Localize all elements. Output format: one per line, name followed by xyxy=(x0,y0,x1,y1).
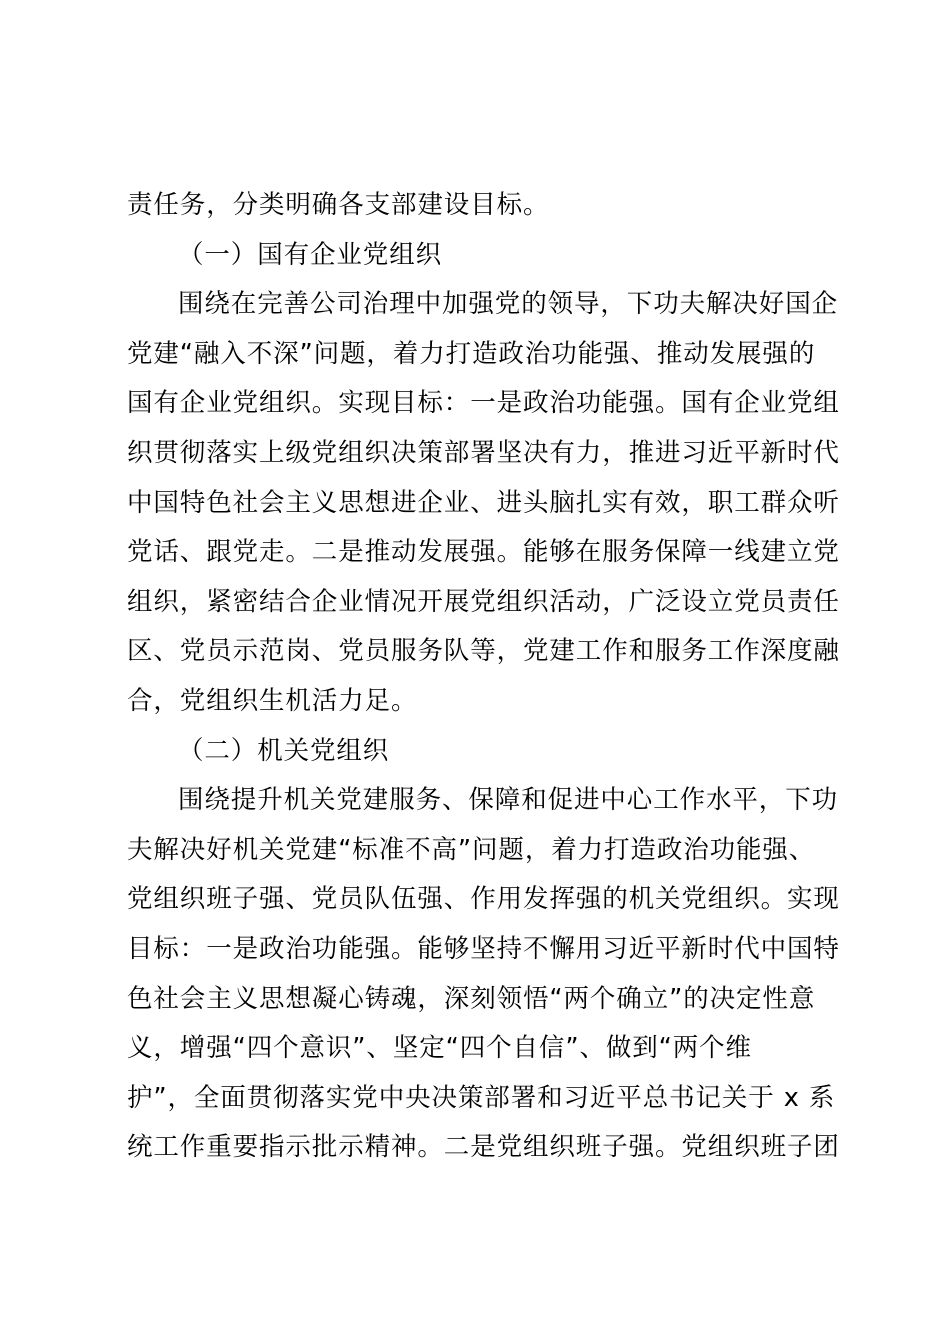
paragraph-line: 组织，紧密结合企业情况开展党组织活动，广泛设立党员责任 xyxy=(127,586,840,617)
paragraph-line: 党建“融入不深”问题，着力打造政治功能强、推动发展强的 xyxy=(127,338,816,369)
paragraph-line: 党话、跟党走。二是推动发展强。能够在服务保障一线建立党 xyxy=(127,537,840,568)
paragraph-line: 区、党员示范岗、党员服务队等，党建工作和服务工作深度融 xyxy=(127,636,840,667)
paragraph-line: 责任务，分类明确各支部建设目标。 xyxy=(127,190,550,220)
paragraph-line: 织贯彻落实上级党组织决策部署坚决有力，推进习近平新时代 xyxy=(127,437,840,468)
paragraph-line: 党组织班子强、党员队伍强、作用发挥强的机关党组织。实现 xyxy=(127,884,840,915)
document-body xyxy=(127,181,840,1173)
paragraph-line: 统工作重要指示批示精神。二是党组织班子强。党组织班子团 xyxy=(127,1132,840,1163)
paragraph-line: 围绕在完善公司治理中加强党的领导，下功夫解决好国企 xyxy=(178,289,839,320)
section-heading-government-organ: （二）机关党组织 xyxy=(178,735,390,766)
section-heading-state-owned-enterprise: （一）国有企业党组织 xyxy=(178,239,443,270)
paragraph-line: 色社会主义思想凝心铸魂，深刻领悟“两个确立”的决定性意 xyxy=(127,983,816,1014)
paragraph-line: 目标：一是政治功能强。能够坚持不懈用习近平新时代中国特 xyxy=(127,933,840,964)
paragraph-line: 义，增强“四个意识”、坚定“四个自信”、做到“两个维 xyxy=(127,1033,752,1064)
paragraph-line: 护”，全面贯彻落实党中央决策部署和习近平总书记关于 x 系 xyxy=(127,1082,836,1113)
paragraph-line: 国有企业党组织。实现目标：一是政治功能强。国有企业党组 xyxy=(127,388,840,419)
paragraph-line: 中国特色社会主义思想进企业、进头脑扎实有效，职工群众听 xyxy=(127,487,840,518)
paragraph-line: 围绕提升机关党建服务、保障和促进中心工作水平，下功 xyxy=(178,785,839,816)
paragraph-line: 合，党组织生机活力足。 xyxy=(127,685,418,716)
paragraph-line: 夫解决好机关党建“标准不高”问题，着力打造政治功能强、 xyxy=(127,834,816,865)
